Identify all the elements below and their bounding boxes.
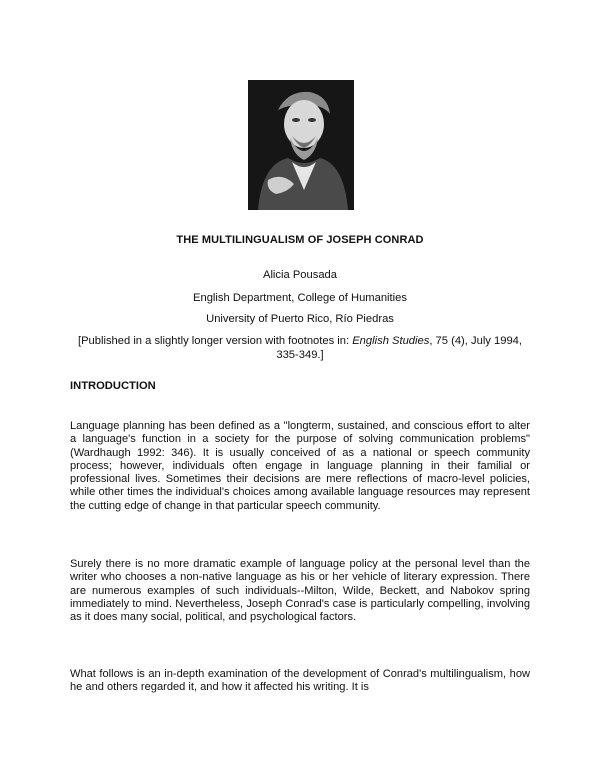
author-department: English Department, College of Humanities [193, 292, 407, 304]
body-paragraph: Language planning has been defined as a "longterm, sustained, and conscious effort to alter a language's function in a society for the purpose of solving communication problems" (Wardhaugh 1992: 346). It is usually conceived of as a national or speech community process; however, individuals often engage in language planning in their familial or professional lives. Sometimes their decisions are mere reflections of macro-level policies, while other times the individual's choices among available language resources may represent the cutting edge of change in that particular speech community. [70, 420, 530, 512]
author-university: University of Puerto Rico, Río Piedras [206, 313, 394, 325]
publication-note [70, 334, 530, 362]
body-paragraph: What follows is an in-depth examination of the development of Conrad's multilingualism, how he and others regarded it, and how it affected his writing. It is [70, 668, 530, 694]
publication-prefix: [Published in a slightly longer version with footnotes in: [77, 335, 353, 347]
publication-suffix: , 75 (4), July 1994, 335-349.] [276, 335, 523, 361]
section-heading: INTRODUCTION [70, 380, 156, 392]
portrait-photo-icon [248, 80, 354, 210]
body-paragraph: Surely there is no more dramatic example of language policy at the personal level than the writer who chooses a non-native language as his or her vehicle of literary expression. There are numerous examples of such individuals--Milton, Wilde, Beckett, and Nabokov spring immediately to mind. Nevertheless, Joseph Conrad's case is particularly compelling, involving as it does many social, political, and psychological factors. [70, 558, 530, 624]
paper-title: THE MULTILINGUALISM OF JOSEPH CONRAD [176, 234, 424, 246]
author-name: Alicia Pousada [262, 269, 337, 281]
journal-name: English Studies [352, 335, 430, 347]
